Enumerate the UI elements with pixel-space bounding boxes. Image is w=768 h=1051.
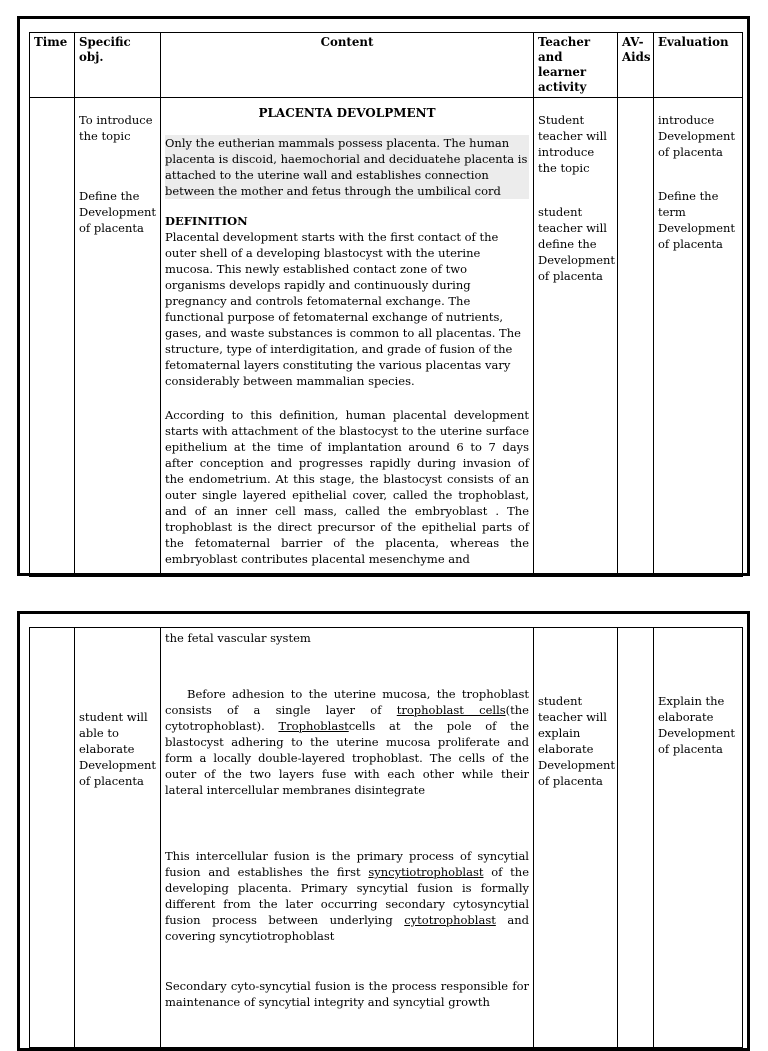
definition-paragraph: Placental development starts with the first contact of the outer shell of a developing blastocyst with the uterine mucosa. This newly established contact zone of two organisms develops rapidly and continuously during pregnancy and controls fetomaternal exchange. The functional purpose of fetomaternal exchange of nutrients, gases, and waste substances is common to all placentas. The structure, type of interdigitation, and grade of fusion of the fetomaternal layers constituting the various placentas vary considerably between mammalian species. [165,230,521,388]
specific-obj-intro: To introduce the topic [79,113,153,143]
header-content: Content [161,33,534,98]
header-specific-obj: Specific obj. [75,33,161,98]
teacher-activity-elaborate: student teacher will explain elaborate Development of placenta [538,694,616,788]
definition-heading: DEFINITION [165,214,248,228]
fusion-text-a: This intercellular fusion is the primary process of syncytial fusion and establishes the first [165,849,529,879]
cytotrophoblast-link[interactable]: cytotrophoblast [404,913,496,927]
fusion-text-b: of the developing placenta. Primary syncytial fusion is formally different from the later occurring secondary cytosyncytial fusion process between underlying [165,865,530,927]
syncytiotrophoblast-link[interactable]: syncytiotrophoblast [368,865,484,879]
time-cell [30,98,75,577]
header-evaluation: Evaluation [654,33,743,98]
continued-text: the fetal vascular system [165,631,311,645]
evaluation-intro: introduce Development of placenta [658,113,736,159]
table-row [30,98,743,577]
adhesion-text-b: (the cytotrophoblast). [165,703,529,733]
content-cell [161,98,534,577]
teacher-activity-cell [534,628,618,1048]
table-row [30,628,743,1048]
fusion-text-c: and covering syncytiotrophoblast [165,913,529,943]
teacher-activity-cell [534,98,618,577]
evaluation-cell [654,98,743,577]
lesson-plan-table-continued [29,627,743,1048]
header-av-aids: AV-Aids [618,33,654,98]
trophoblast-cells-link[interactable]: trophoblast cells [396,703,506,717]
adhesion-text-a: Before adhesion to the uterine mucosa, the trophoblast consists of a single layer of [165,687,529,717]
adhesion-paragraph [165,686,529,798]
evaluation-define: Define the term Development of placenta [658,189,736,251]
av-aids-cell [618,628,654,1048]
av-aids-cell [618,98,654,577]
intro-paragraph: Only the eutherian mammals possess placenta. The human placenta is discoid, haemochorial and deciduatehe placenta is attached to the uterine wall and establishes connection between the mother and fetus through the umbilical cord [165,136,528,198]
document-page-2 [17,611,750,1051]
content-title: PLACENTA DEVOLPMENT [258,106,436,120]
content-cell [161,628,534,1048]
evaluation-elaborate: Explain the elaborate Development of placenta [658,694,736,756]
header-teacher-activity: Teacher and learner activity [534,33,618,98]
adhesion-text-c: cells at the pole of the blastocyst adhering to the uterine mucosa proliferate and form a locally double-layered trophoblast. The cells of the outer of the two layers fuse with each other while their lateral intercellular membranes disintegrate [165,719,529,797]
teacher-activity-intro: Student teacher will introduce the topic [538,113,607,175]
specific-obj-define: Define the Development of placenta [79,189,157,235]
teacher-activity-define: student teacher will define the Development of placenta [538,205,616,283]
header-time: Time [30,33,75,98]
specific-obj-cell [75,628,161,1048]
time-cell [30,628,75,1048]
trophoblast-link[interactable]: Trophoblast [278,719,349,733]
document-page-1 [17,16,750,576]
implantation-paragraph: According to this definition, human placental development starts with attachment of the blastocyst to the uterine surface epithelium at the time of implantation around 6 to 7 days after conception and progresses rapidly during invasion of the endometrium. At this stage, the blastocyst consists of an outer single layered epithelial cover, called the trophoblast, and of an inner cell mass, called the embryoblast . The trophoblast is the direct precursor of the epithelial parts of the fetomaternal barrier of the placenta, whereas the embryoblast contributes placental mesenchyme and [165,408,529,566]
fusion-paragraph [165,848,529,944]
lesson-plan-table [29,32,743,577]
header-row [30,33,743,98]
specific-obj-cell [75,98,161,577]
evaluation-cell [654,628,743,1048]
secondary-fusion-paragraph: Secondary cyto-syncytial fusion is the process responsible for maintenance of syncytial integrity and syncytial growth [165,979,529,1009]
specific-obj-elaborate: student will able to elaborate Development of placenta [79,710,157,788]
